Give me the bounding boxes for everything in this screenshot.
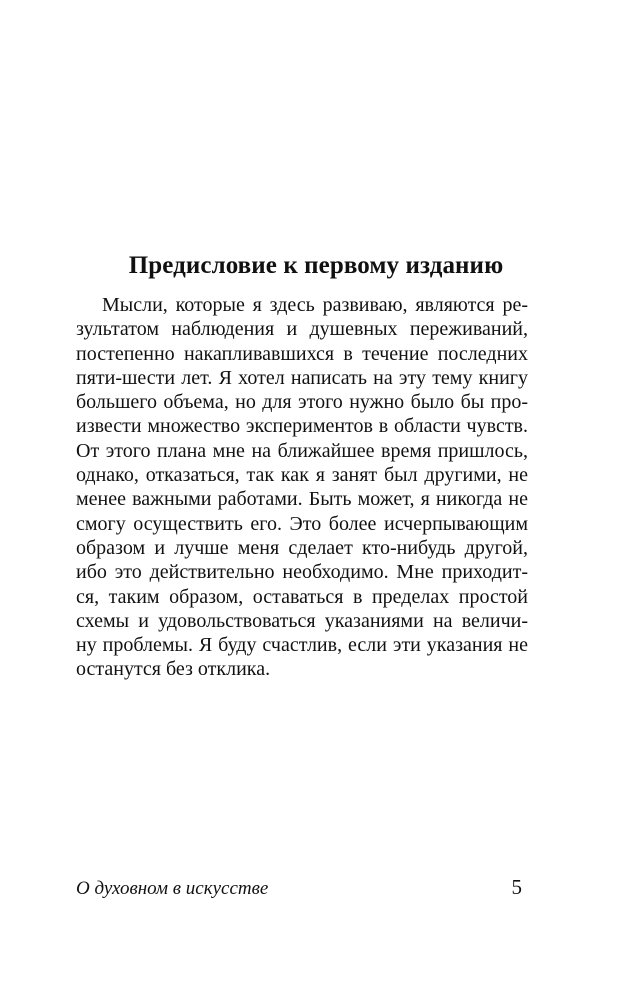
paragraph-line: постепенно накапливавшихся в течение последних — [76, 342, 528, 365]
chapter-heading: Предисловие к первому изданию — [128, 252, 504, 279]
running-footer-title: О духовном в искусстве — [76, 878, 269, 899]
paragraph-line: извести множество экспериментов в области чувств. — [76, 415, 528, 438]
paragraph-line: смогу осуществить его. Это более исчерпывающим — [76, 512, 528, 535]
paragraph-line: останутся без отклика. — [76, 658, 271, 681]
paragraph-line: менее важными работами. Быть может, я никогда не — [76, 488, 528, 511]
paragraph-line: От этого плана мне на ближайшее время пришлось, — [76, 439, 528, 462]
paragraph-line: большего объема, но для этого нужно было бы про- — [76, 391, 528, 414]
body-paragraph — [76, 293, 528, 682]
paragraph-line: однако, отказаться, так как я занят был другими, не — [76, 464, 528, 487]
paragraph-line: схемы и удовольствоваться указаниями на величи- — [76, 609, 528, 632]
paragraph-line: ибо это действительно необходимо. Мне приходит- — [76, 561, 528, 584]
paragraph-line: образом и лучше меня сделает кто-нибудь другой, — [76, 536, 528, 559]
paragraph-line: зультатом наблюдения и душевных переживаний, — [76, 318, 528, 341]
paragraph-line: Мысли, которые я здесь развиваю, являются ре- — [102, 294, 528, 316]
paragraph-line: пяти-шести лет. Я хотел написать на эту тему книгу — [76, 366, 528, 389]
paragraph-line: ну проблемы. Я буду счастлив, если эти указания не — [76, 634, 528, 657]
page-number: 5 — [511, 875, 522, 899]
paragraph-line: ся, таким образом, оставаться в пределах простой — [76, 585, 528, 608]
